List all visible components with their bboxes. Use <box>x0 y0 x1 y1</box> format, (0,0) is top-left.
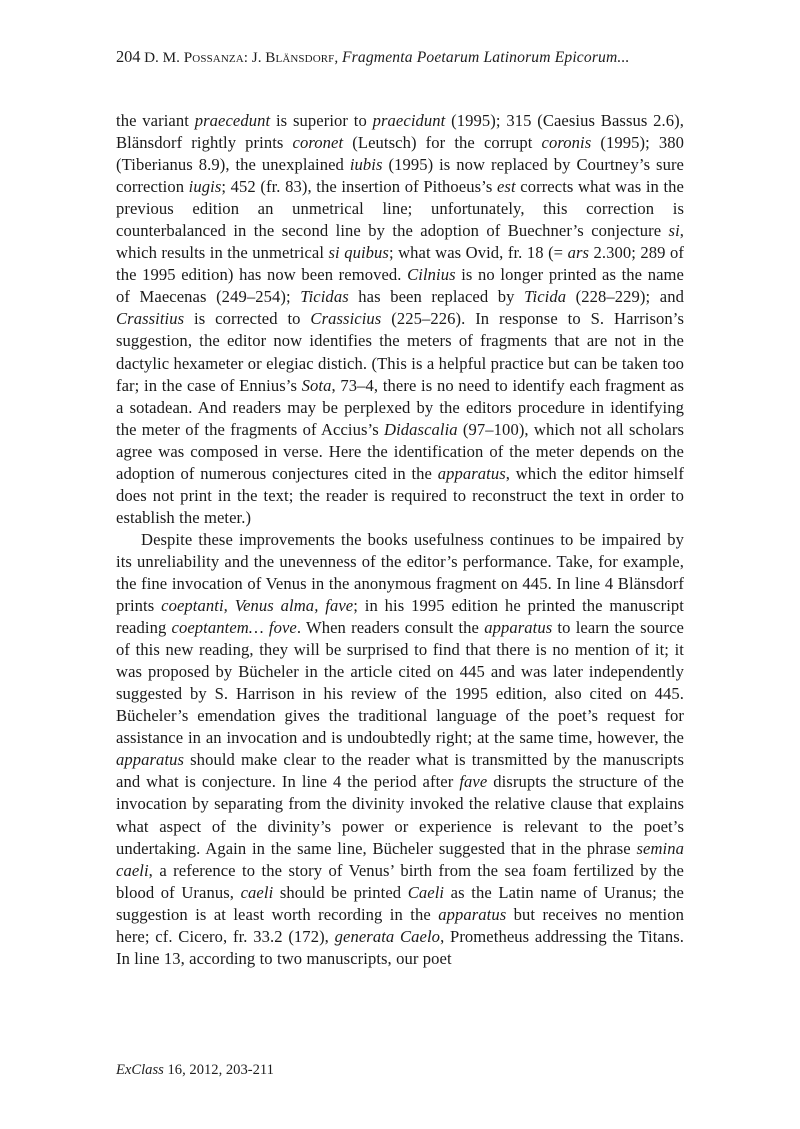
footer-pages: 203-211 <box>225 1062 274 1078</box>
emphasis-term: Crassicius <box>310 309 382 329</box>
running-head-separator: : <box>243 49 248 66</box>
emphasis-term: Crassitius <box>116 309 185 329</box>
emphasis-term: iugis <box>188 177 222 197</box>
emphasis-term: generata Caelo <box>334 926 441 946</box>
page-footer: ExClass 16, 2012, 203-211 <box>116 1062 274 1078</box>
emphasis-term: coeptanti, Venus alma, fave <box>161 596 354 616</box>
author-initials-second: J. <box>251 49 262 66</box>
emphasis-term: si quibus <box>328 243 389 263</box>
emphasis-term: coronet <box>292 133 344 153</box>
emphasis-term: praecidunt <box>372 111 446 130</box>
emphasis-term: est <box>496 177 516 197</box>
author-initials-first: D. M. <box>144 49 180 66</box>
emphasis-term: fave <box>459 772 488 792</box>
emphasis-term: apparatus <box>484 618 553 638</box>
body-paragraph-2: Despite these improvements the books usefulness continues to be impaired by its unreliability and the unevenness of the editor’s performance. Take, for example, the fine invocation of Venus in the anonymous fragment on 445. In line 4 Blänsdorf prints coeptanti, Venus alma, fave; in his 1995 edition he printed the manuscript reading coeptantem… fove. When readers consult the apparatus to learn the source of this new reading, they will be surprised to find that there is no mention of it; it was proposed by Bücheler in the article cited on 445 and was later independently suggested by S. Harrison in his review of the 1995 edition, also cited on 445. Bücheler’s emendation gives the traditional language of the poet’s request for assistance in an invocation and is undoubtedly right; at the same time, however, the apparatus should make clear to the reader what is transmitted by the manuscripts and what is conjecture. In line 4 the period after fave disrupts the structure of the invocation by separating from the divinity invoked the relative clause that explains what aspect of the divinity’s power or experience is relevant to the poet’s undertaking. Again in the same line, Bücheler suggested that in the phrase semina caeli, a reference to the story of Venus’ birth from the sea foam fertilized by the blood of Uranus, caeli should be printed Caeli as the Latin name of Uranus; the suggestion is at least worth recording in the apparatus but receives no mention here; cf. Cicero, fr. 33.2 (172), generata Caelo, Prometheus addressing the Titans. In line 13, according to two manuscripts, our poet <box>116 529 685 968</box>
running-head-authors <box>144 49 338 66</box>
emphasis-term: Caeli <box>407 882 445 902</box>
running-head-work-title: Fragmenta Poetarum Latinorum Epicorum... <box>342 49 630 66</box>
emphasis-term: coronis <box>541 133 592 153</box>
emphasis-term: semina caeli <box>116 838 684 880</box>
running-head <box>116 46 684 69</box>
emphasis-term: iubis <box>349 155 383 175</box>
author-surname-first: Possanza <box>183 49 244 66</box>
footer-volume: 16 <box>167 1062 183 1078</box>
page-number: 204 <box>116 47 141 66</box>
emphasis-term: Sota <box>301 375 332 395</box>
body-paragraph-1: the variant praecedunt is superior to praecidunt (1995); 315 (Caesius Bassus 2.6), Blänsdorf rightly prints coronet (Leutsch) for the corrupt coronis (1995); 380 (Tiberianus 8.9), the unexplained iubis (1995) is now replaced by Courtney’s sure correction iugis; 452 (fr. 83), the insertion of Pithoeus’s est corrects what was in the previous edition an unmetrical line; unfortunately, this correction is counterbalanced in the second line by the adoption of Buechner’s conjecture si, which results in the unmetrical si quibus; what was Ovid, fr. 18 (= ars 2.300; 289 of the 1995 edition) has now been removed. Cilnius is no longer printed as the name of Maecenas (249–254); Ticidas has been replaced by Ticida (228–229); and Crassitius is corrected to Crassicius (225–226). In response to S. Harrison’s suggestion, the editor now identifies the meters of fragments that are not in the dactylic hexameter or elegiac distich. (This is a helpful practice but can be taken too far; in the case of Ennius’s Sota, 73–4, there is no need to identify each fragment as a sotadean. And readers may be perplexed by the editors procedure in identifying the meter of the fragments of Accius’s Didascalia (97–100), which not all scholars agree was composed in verse. Here the identification of the meter depends on the adoption of numerous conjectures cited in the apparatus, which the editor himself does not print in the text; the reader is required to reconstruct the text in order to establish the meter.) <box>116 111 685 527</box>
emphasis-term: praecedunt <box>194 111 271 130</box>
emphasis-term: Didascalia <box>384 419 458 439</box>
emphasis-term: apparatus <box>116 750 185 770</box>
emphasis-term: coeptantem… fove <box>171 618 297 638</box>
emphasis-term: Ticida <box>524 287 567 307</box>
author-surname-second: Blänsdorf <box>265 49 335 66</box>
emphasis-term: apparatus <box>438 904 507 924</box>
footer-journal-name: ExClass <box>116 1062 164 1078</box>
emphasis-term: caeli <box>240 882 274 902</box>
emphasis-term: apparatus <box>437 463 506 483</box>
emphasis-term: Cilnius <box>407 265 456 285</box>
emphasis-term: Ticidas <box>300 287 349 307</box>
body-text-block <box>116 110 684 970</box>
running-head-comma: , <box>334 49 339 66</box>
emphasis-term: ars <box>567 243 590 263</box>
emphasis-term: si <box>668 221 680 241</box>
footer-year: 2012 <box>189 1062 219 1078</box>
